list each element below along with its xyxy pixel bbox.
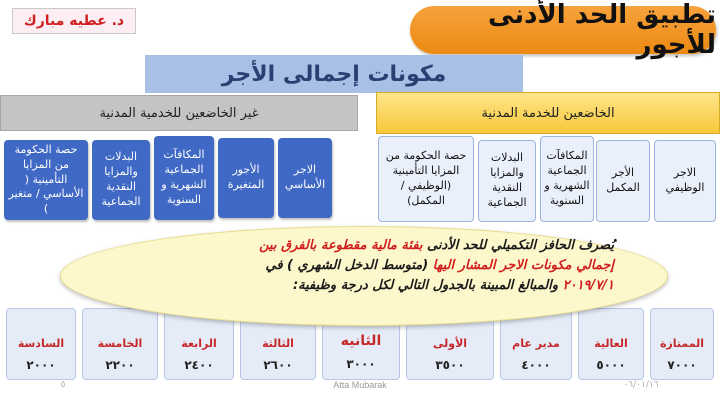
grade-amount: ٢٤٠٠ [184, 358, 214, 372]
non-subject-component-variable-wages: الأجور المتغيرة [218, 138, 274, 218]
callout-text [118, 236, 614, 322]
grade-name: السادسة [17, 337, 65, 350]
callout-highlight: إجمالي مكونات الاجر المشار اليها [428, 258, 614, 273]
subject-component-insurance-share: حصة الحكومة من المزايا التأمينية (الوظيفي / المكمل) [378, 136, 474, 222]
callout-highlight: بفئة مالية مقطوعة [316, 238, 423, 253]
grade-name: الثانيه [340, 333, 382, 349]
grade-name: العالية [594, 337, 628, 350]
non-subject-component-basic-wage: الاجر الأساسي [278, 138, 332, 218]
grade-amount: ٢٠٠٠ [26, 358, 56, 372]
subject-component-job-wage: الاجر الوظيفي [654, 140, 716, 222]
grade-amount: ٢٦٠٠ [263, 358, 293, 372]
footer-slide-number: ٥ [60, 380, 66, 390]
page-title: تطبيق الحد الأدنى للأجور [410, 6, 716, 54]
grade-amount: ٣٥٠٠ [435, 358, 465, 372]
grade-box [6, 308, 76, 380]
non-subject-component-bonuses: المكافآت الجماعية الشهرية و السنوية [154, 136, 214, 220]
grade-name: الممتازة [659, 337, 705, 350]
grade-amount: ٣٠٠٠ [346, 357, 376, 371]
grade-name: الخامسة [97, 337, 143, 350]
callout-part: يُصرف الحافز التكميلي للحد الأدنى [422, 238, 614, 253]
grade-amount: ٥٠٠٠ [596, 358, 626, 372]
subject-component-complementary-wage: الأجر المكمل [596, 140, 650, 222]
footer-date: ٠٦/٠١/١٦ [623, 380, 659, 390]
watermark: Atta Mubarak [333, 380, 387, 390]
non-subject-component-insurance-share: حصة الحكومة من المزايا التأمينية ( الأساسي / متغير ) [4, 140, 88, 220]
grade-name: الأولى [432, 337, 468, 350]
components-header: مكونات إجمالى الأجر [145, 55, 523, 93]
grade-name: الثالثة [262, 337, 294, 350]
grade-name: الرابعة [181, 337, 217, 350]
callout-part: (متوسط الدخل الشهري ) في [265, 258, 429, 273]
callout-date: ٢٠١٩/٧/١ [558, 278, 614, 293]
grade-amount: ٢٢٠٠ [105, 358, 135, 372]
grade-box [650, 308, 714, 380]
grade-name: مدير عام [512, 337, 560, 350]
callout-highlight: بالفرق بين [259, 238, 317, 253]
author-label: د. عطيه مبارك [12, 8, 136, 34]
callout-part: والمبالغ المبينة بالجدول التالي لكل درجة وظيفية: [292, 278, 559, 293]
non-subject-component-allowances: البدلات والمزايا النقدية الجماعية [92, 140, 150, 220]
subject-component-allowances: البدلات والمزايا النقدية الجماعية [478, 140, 536, 222]
subject-component-bonuses: المكافآت الجماعية الشهرية و السنوية [540, 136, 594, 222]
subject-group-label: الخاضعين للخدمة المدنية [376, 92, 720, 134]
grade-amount: ٤٠٠٠ [521, 358, 551, 372]
non-subject-group-label: غير الخاضعين للخدمية المدنية [0, 95, 358, 131]
grade-amount: ٧٠٠٠ [667, 358, 697, 372]
